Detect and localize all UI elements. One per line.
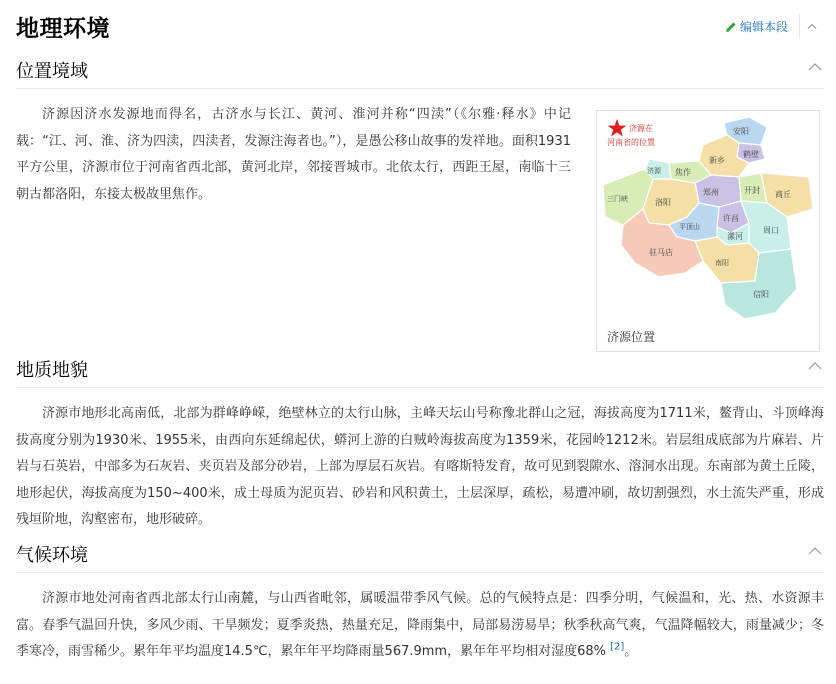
map-label-nanyang: 驻马店: [649, 248, 673, 257]
map-label-jiaozuo: 焦作: [675, 168, 691, 177]
pencil-icon: [725, 21, 737, 33]
map-label-zhoukou: 周口: [763, 226, 779, 235]
map-legend-line1: 济源在: [629, 124, 653, 133]
map-legend-line2: 河南省的位置: [607, 138, 655, 147]
climate-text-tail: 。: [624, 644, 638, 659]
map-label-hebi: 鹤壁: [743, 150, 759, 159]
section-title: 位置境域: [16, 61, 88, 82]
reference-link[interactable]: [2]: [610, 641, 625, 653]
map-figure[interactable]: [596, 110, 820, 352]
map-label-kaifeng: 开封: [744, 186, 760, 195]
map-label-xinxiang: 新乡: [709, 156, 725, 165]
chevron-up-icon[interactable]: [808, 361, 822, 371]
henan-map-image: [599, 113, 817, 325]
map-label-luoyang: 洛阳: [655, 198, 671, 207]
section-header-geology: [16, 347, 824, 388]
map-label-zhumadian: 南阳: [715, 259, 729, 267]
map-label-xinyang: 信阳: [753, 290, 769, 299]
title-collapse-button[interactable]: [799, 14, 824, 38]
figure-caption: 济源位置: [607, 330, 656, 344]
map-label-xuchang: 许昌: [723, 214, 739, 223]
edit-section-label: 编辑本段: [739, 20, 788, 34]
map-label-pingdingshan: 平顶山: [679, 223, 700, 231]
map-label-sanmenxia: 三门峡: [607, 195, 628, 203]
map-label-zhengzhou: 郑州: [703, 188, 719, 197]
section-header-location: [16, 48, 824, 89]
chevron-up-icon[interactable]: [808, 62, 822, 72]
map-label-anyang: 安阳: [733, 127, 749, 136]
page-title: 地理环境: [16, 16, 110, 42]
section-paragraph-climate: [16, 586, 824, 666]
section-header-climate: [16, 532, 824, 573]
chevron-up-icon: [807, 23, 817, 29]
map-label-jiyuan: 济源: [647, 167, 661, 175]
map-label-luohe: 漯河: [727, 232, 743, 241]
climate-text: 济源市地处河南省西北部太行山南麓，与山西省毗邻，属暖温带季风气候。总的气候特点是：四季分明，气候温和，光、热、水资源丰富。春季气温回升快，多风少雨、干旱频发；夏季炎热，热量充足，降雨集中，局部易涝易旱；秋季秋高气爽，气温降幅较大，雨量减少；冬季寒冷，雨雪稀少。累年年平均温度14.5℃，累年年平均降雨量567.9mm，累年年平均相对湿度68%: [16, 591, 824, 659]
map-label-shangqiu: 商丘: [775, 190, 791, 199]
chevron-up-icon[interactable]: [808, 546, 822, 556]
section-paragraph-geology: 济源市地形北高南低，北部为群峰峥嵘，绝壁林立的太行山脉，主峰天坛山号称豫北群山之冠，海拔高度为1711米，鳌背山、斗顶峰海拔高度分别为1930米、1955米，由西向东延绵起伏，蟒河上游的白贼岭海拔高度为1359米，花园岭1212米。岩层组成底部为片麻岩、片岩与石英岩，中部多为石灰岩、夹页岩及部分砂岩，上部为厚层石灰岩。有喀斯特发育，故可见到裂隙水、溶洞水出现。东南部为黄土丘陵，地形起伏，海拔高度为150~400米，成土母质为泥页岩、砂岩和风积黄土，土层深厚，疏松，易遭冲刷，故切割强烈，水土流失严重，形成残垣阶地，沟壑密布，地形破碎。: [16, 406, 824, 527]
section-paragraph-location: 济源因济水发源地而得名，古济水与长江、黄河、淮河并称“四渎”（《尔雅·释水》中记载：“江、河、淮、济为四渎，四渎者，发源注海者也。”），是愚公移山故事的发祥地。面积1931平方公里，济源市位于河南省西北部，黄河北岸，邻接晋城市。北依太行，西距王屋，南临十三朝古都洛阳，东接太极故里焦作。: [16, 107, 571, 202]
star-icon: [608, 119, 627, 136]
title-row: [16, 8, 824, 44]
edit-section-button[interactable]: [725, 18, 788, 35]
section-title: 地质地貌: [16, 360, 88, 381]
section-title: 气候环境: [16, 545, 88, 566]
